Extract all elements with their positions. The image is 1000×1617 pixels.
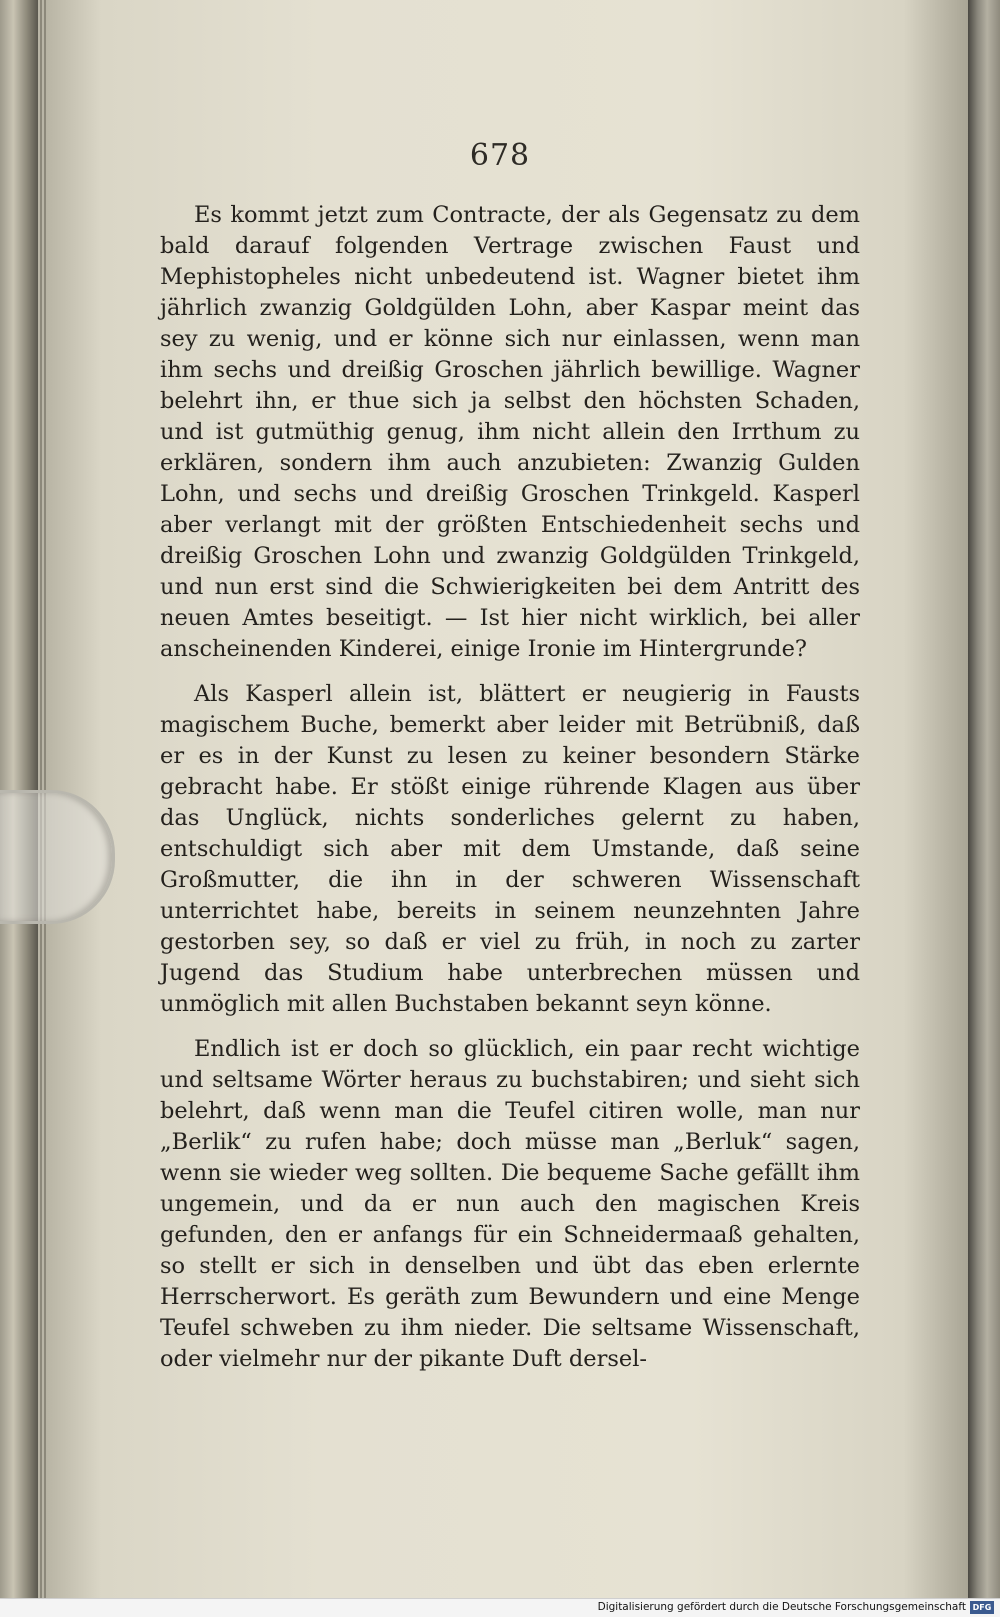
- body-text: [160, 200, 860, 1389]
- footer-credit: Digitalisierung gefördert durch die Deutsche Forschungsgemeinschaft: [597, 1601, 966, 1613]
- page-number: 678: [469, 138, 531, 173]
- book-gutter-shadow: [968, 0, 1000, 1598]
- paragraph-3: Endlich ist er doch so glücklich, ein paar recht wichtige und seltsame Wörter heraus zu buchstabiren; und sieht sich belehrt, daß wenn man die Teufel citiren wolle, man nur „Berlik“ zu rufen habe; doch müsse man „Berluk“ sagen, wenn sie wieder weg sollten. Die bequeme Sache gefällt ihm ungemein, und da er nun auch den magischen Kreis gefunden, den er anfangs für ein Schneidermaaß gehalten, so stellt er sich in denselben und übt das eben erlernte Herrscherwort. Es geräth zum Bewundern und eine Menge Teufel schweben zu ihm nieder. Die seltsame Wissenschaft, oder vielmehr nur der pikante Duft dersel-: [160, 1036, 860, 1372]
- paragraph-2: Als Kasperl allein ist, blättert er neugierig in Fausts magischem Buche, bemerkt aber leider mit Betrübniß, daß er es in der Kunst zu lesen zu keiner besondern Stärke gebracht habe. Er stößt einige rührende Klagen aus über das Unglück, nichts sonderliches gelernt zu haben, entschuldigt sich aber mit dem Umstande, daß seine Großmutter, die ihn in der schweren Wissenschaft unterrichtet habe, bereits in seinem neunzehnten Jahre gestorben sey, so daß er viel zu früh, in noch zu zarter Jugend das Studium habe unterbrechen müssen und unmöglich mit allen Buchstaben bekannt seyn könne.: [160, 681, 860, 1017]
- footer-bar: [0, 1598, 1000, 1617]
- dfg-logo: DFG: [970, 1601, 994, 1614]
- paragraph-1: Es kommt jetzt zum Contracte, der als Gegensatz zu dem bald darauf folgenden Vertrage zwischen Faust und Mephistopheles nicht unbedeutend ist. Wagner bietet ihm jährlich zwanzig Goldgülden Lohn, aber Kaspar meint das sey zu wenig, und er könne sich nur einlassen, wenn man ihm sechs und dreißig Groschen jährlich bewillige. Wagner belehrt ihn, er thue sich ja selbst den höchsten Schaden, und ist gutmüthig genug, ihm nicht allein den Irrthum zu erklären, sondern ihm auch anzubieten: Zwanzig Gulden Lohn, und sechs und dreißig Groschen Trinkgeld. Kasperl aber verlangt mit der größten Entschiedenheit sechs und dreißig Groschen Lohn und zwanzig Goldgülden Trinkgeld, und nun erst sind die Schwierigkeiten bei dem Antritt des neuen Amtes beseitigt. — Ist hier nicht wirklich, bei aller anscheinenden Kinderei, einige Ironie im Hintergrunde?: [160, 202, 860, 662]
